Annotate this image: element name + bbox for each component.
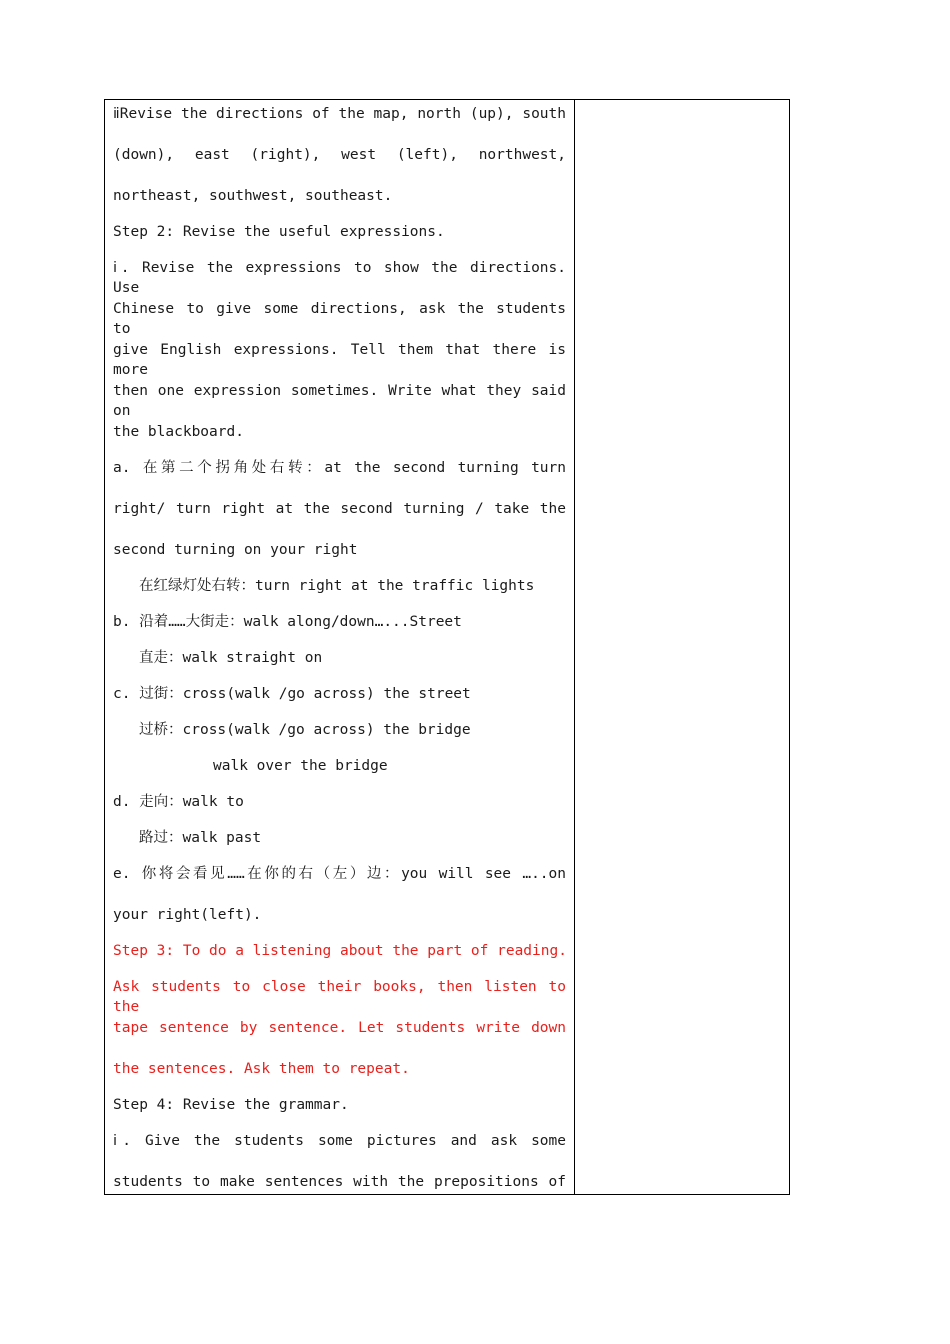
- text-line: ⅰ. Give the students some pictures and ask some: [113, 1133, 566, 1149]
- text-line: 路过：walk past: [139, 830, 262, 846]
- notes-cell: [575, 100, 789, 1194]
- text-line: a. 在第二个拐角处右转：at the second turning turn: [113, 460, 566, 476]
- text-line: second turning on your right: [113, 542, 358, 558]
- step-heading-highlighted: Step 3: To do a listening about the part of reading.: [113, 943, 567, 959]
- step-heading: Step 4: Revise the grammar.: [113, 1097, 349, 1113]
- text-line: Chinese to give some directions, ask the students to: [113, 301, 566, 337]
- text-line-highlighted: Ask students to close their books, then listen to the: [113, 979, 566, 1015]
- text-line: ⅱRevise the directions of the map, north (up), south: [113, 106, 566, 122]
- text-line: give English expressions. Tell them that there is more: [113, 342, 566, 378]
- text-line-highlighted: the sentences. Ask them to repeat.: [113, 1061, 410, 1077]
- text-line: (down), east (right), west (left), northwest,: [113, 147, 566, 163]
- text-line-highlighted: tape sentence by sentence. Let students write down: [113, 1020, 566, 1036]
- text-line: northeast, southwest, southeast.: [113, 188, 393, 204]
- text-line: b. 沿着……大街走：walk along/down…...Street: [113, 614, 462, 630]
- text-line: walk over the bridge: [213, 758, 388, 774]
- procedure-cell: [105, 100, 574, 1194]
- text-line: your right(left).: [113, 907, 262, 923]
- text-line: e. 你将会看见……在你的右（左）边：you will see …..on: [113, 866, 566, 882]
- text-line: students to make sentences with the prepositions of: [113, 1174, 566, 1190]
- text-line: right/ turn right at the second turning / take the: [113, 501, 566, 517]
- text-line: ⅰ. Revise the expressions to show the directions. Use: [113, 260, 566, 296]
- lesson-table: [104, 99, 790, 1195]
- text-line: then one expression sometimes. Write what they said on: [113, 383, 566, 419]
- text-line: 直走：walk straight on: [139, 650, 323, 666]
- text-line: d. 走向：walk to: [113, 794, 244, 810]
- text-line: the blackboard.: [113, 424, 244, 440]
- text-line: c. 过街：cross(walk /go across) the street: [113, 686, 471, 702]
- text-line: 过桥：cross(walk /go across) the bridge: [139, 722, 471, 738]
- text-line: 在红绿灯处右转：turn right at the traffic lights: [139, 578, 535, 594]
- step-heading: Step 2: Revise the useful expressions.: [113, 224, 445, 240]
